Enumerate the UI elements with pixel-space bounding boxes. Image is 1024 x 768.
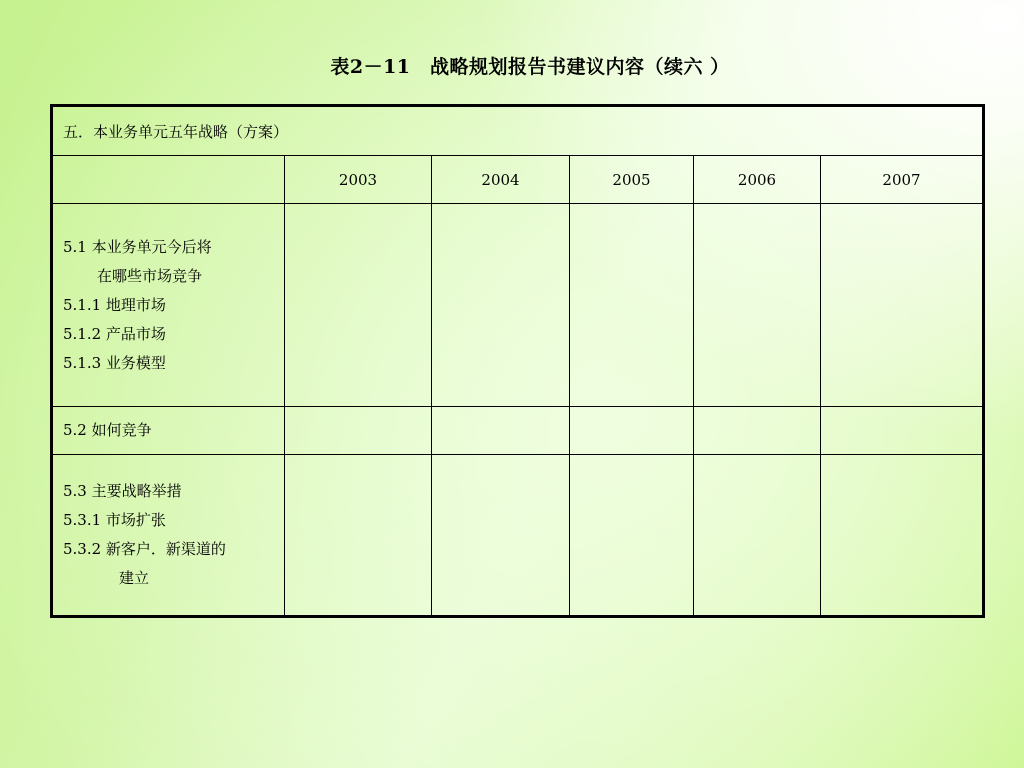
section-header-cell: 五．本业务单元五年战略（方案） <box>52 106 984 156</box>
empty-cell <box>821 455 984 617</box>
year-header-cell: 2005 <box>570 156 694 204</box>
row-label-line: 5.3.2 新客户．新渠道的 <box>63 540 226 558</box>
row-label-line: 5.1.2 产品市场 <box>63 324 166 343</box>
empty-cell <box>694 455 821 617</box>
year-header-row <box>52 156 984 204</box>
year-header-cell: 2007 <box>821 156 984 204</box>
row-label-line: 5.2 如何竞争 <box>63 421 152 439</box>
empty-cell <box>570 204 694 407</box>
row-label-cell <box>52 204 285 407</box>
empty-cell <box>285 407 432 455</box>
section-header-row <box>52 106 984 156</box>
year-header-cell: 2003 <box>285 156 432 204</box>
table-row <box>52 204 984 407</box>
strategy-plan-table <box>50 104 985 618</box>
row-label-line: 5.3 主要战略举措 <box>63 482 182 500</box>
empty-cell <box>694 204 821 407</box>
row-label-line: 建立 <box>119 569 150 587</box>
row-label-line: 5.1 本业务单元今后将 <box>63 237 212 256</box>
slide-title: 表2－11 战略规划报告书建议内容（续六 ） <box>330 56 730 78</box>
empty-cell <box>432 455 570 617</box>
year-header-cell: 2006 <box>694 156 821 204</box>
empty-cell <box>285 455 432 617</box>
empty-cell <box>570 407 694 455</box>
empty-header-cell <box>52 156 285 204</box>
empty-cell <box>821 407 984 455</box>
empty-cell <box>432 204 570 407</box>
table-row <box>52 455 984 617</box>
row-label-cell <box>52 455 285 617</box>
empty-cell <box>694 407 821 455</box>
row-label-line: 5.1.1 地理市场 <box>63 295 166 314</box>
row-label-cell <box>52 407 285 455</box>
empty-cell <box>570 455 694 617</box>
table-row <box>52 407 984 455</box>
empty-cell <box>432 407 570 455</box>
row-label-line: 5.1.3 业务模型 <box>63 353 166 372</box>
year-header-cell: 2004 <box>432 156 570 204</box>
row-label-line: 在哪些市场竞争 <box>97 266 203 285</box>
row-label-line: 5.3.1 市场扩张 <box>63 511 166 529</box>
empty-cell <box>285 204 432 407</box>
empty-cell <box>821 204 984 407</box>
